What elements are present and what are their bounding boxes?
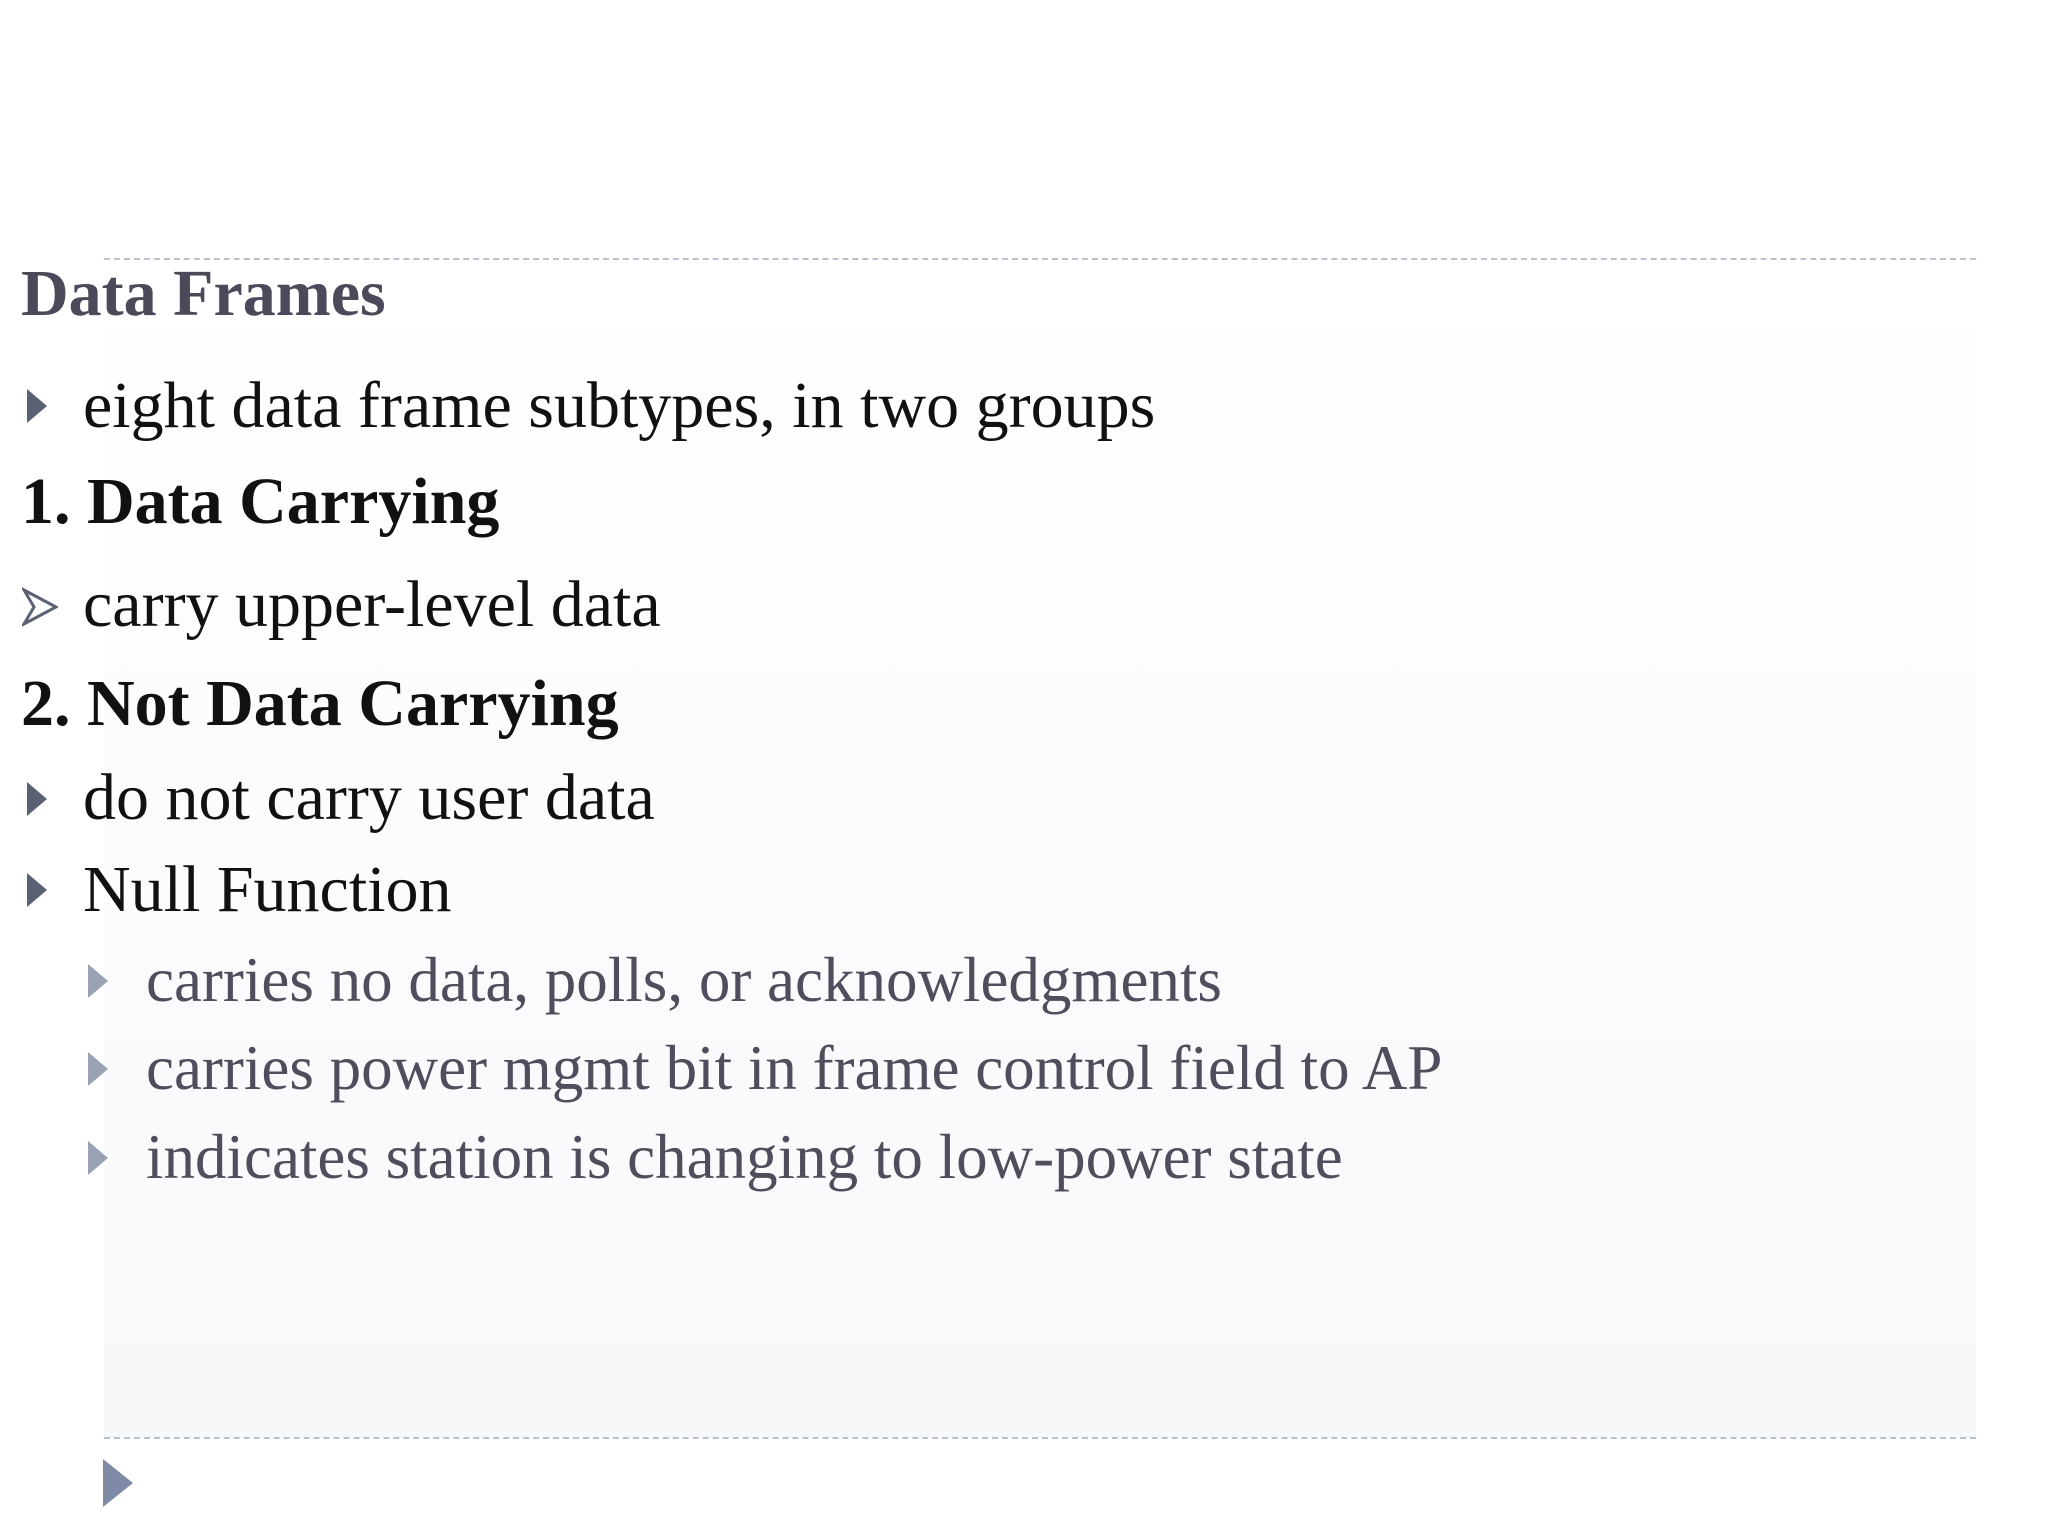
bullet-text: eight data frame subtypes, in two groups xyxy=(83,369,1156,442)
arrow-bullet-icon xyxy=(22,587,58,627)
section-heading: 1. Data Carrying xyxy=(21,465,500,538)
slide-title: Data Frames xyxy=(21,257,386,330)
bullet-text: Null Function xyxy=(83,853,452,926)
bullet-text: carry upper-level data xyxy=(83,568,661,641)
sub-bullet-text: carries no data, polls, or acknowledgments xyxy=(146,945,1222,1015)
footer-triangle-icon xyxy=(103,1459,133,1507)
section-heading: 2. Not Data Carrying xyxy=(21,667,619,740)
sub-bullet-triangle-icon xyxy=(88,964,108,998)
sub-bullet-text: indicates station is changing to low-power state xyxy=(146,1122,1343,1192)
sub-bullet-triangle-icon xyxy=(88,1052,108,1086)
bullet-triangle-icon xyxy=(27,782,47,816)
bullet-triangle-icon xyxy=(27,873,47,907)
bottom-divider xyxy=(104,1437,1976,1439)
bullet-triangle-icon xyxy=(27,389,47,423)
sub-bullet-text: carries power mgmt bit in frame control field to AP xyxy=(146,1033,1443,1103)
sub-bullet-triangle-icon xyxy=(88,1141,108,1175)
bullet-text: do not carry user data xyxy=(83,761,655,834)
